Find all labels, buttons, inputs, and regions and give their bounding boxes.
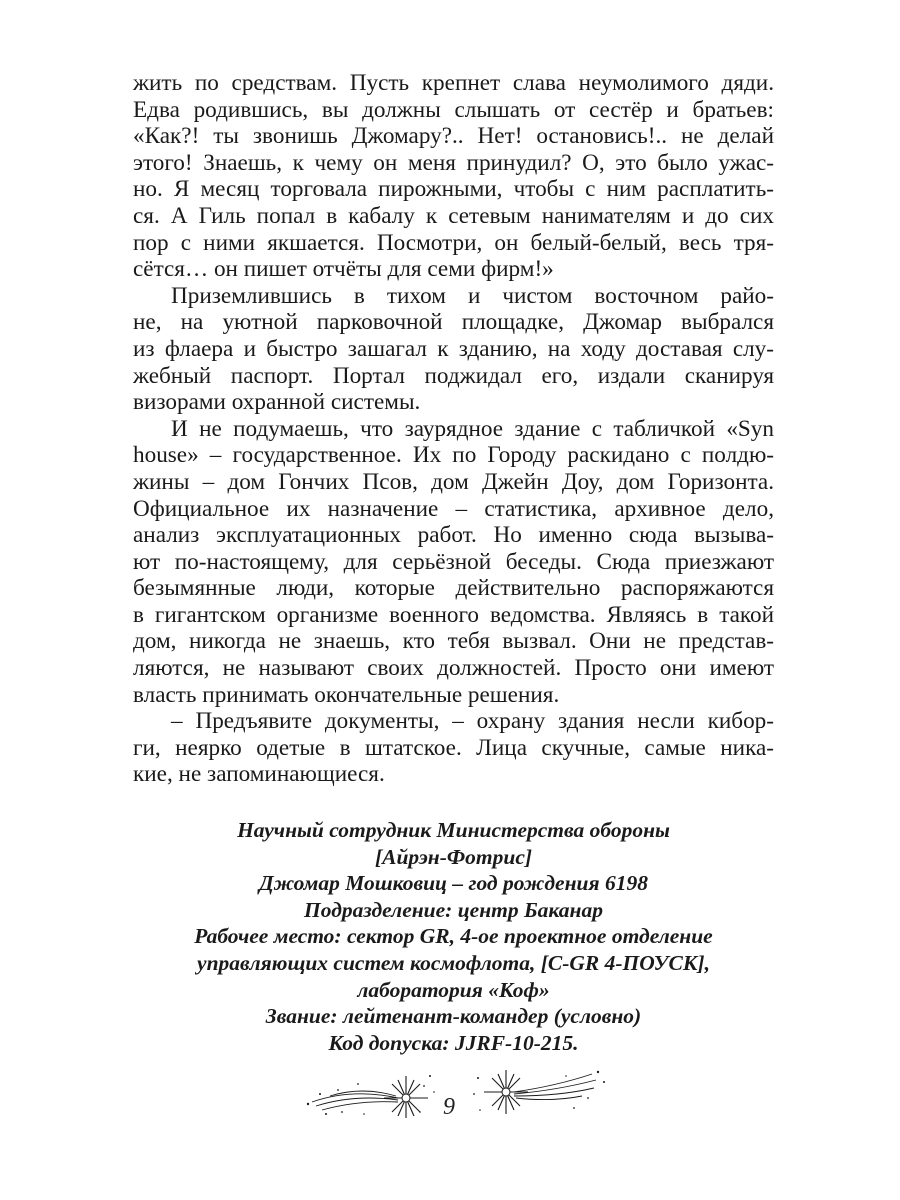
text-line: – Предъявите документы, – охрану здания несли кибор- bbox=[171, 708, 774, 735]
text-line: ги, неярко одетые в штатское. Лица скучные, самые ника- bbox=[133, 734, 774, 761]
text-line: безымянные люди, которые действительно распоряжаются bbox=[133, 575, 774, 602]
text-line: кие, не запоминающиеся. bbox=[133, 761, 385, 788]
text-line: Официальное их назначение – статистика, архивное дело, bbox=[133, 495, 774, 522]
record-line: Научный сотрудник Министерства обороны bbox=[237, 818, 670, 842]
text-line: в гигантском организме военного ведомства. Являясь в такой bbox=[133, 601, 774, 628]
text-line: «Как?! ты звонишь Джомару?.. Нет! остановись!.. не делай bbox=[133, 123, 774, 150]
text-line: жить по средствам. Пусть крепнет слава неумолимого дяди. bbox=[133, 70, 774, 96]
record-line: Рабочее место: сектор GR, 4-ое проектное отделение bbox=[194, 924, 713, 949]
record-line: [Айрэн-Фотрис] bbox=[374, 844, 533, 869]
record-line: управляющих систем космофлота, [C-GR 4-ПОУСК], bbox=[197, 950, 710, 975]
record-line: Джомар Мошковиц – год рождения 6198 bbox=[259, 871, 648, 896]
record-line: лаборатория «Коф» bbox=[357, 977, 550, 1002]
paragraph-4 bbox=[133, 708, 774, 788]
personnel-record bbox=[133, 817, 774, 1056]
shooting-star-ornament-icon bbox=[302, 1068, 442, 1118]
text-line: анализ эксплуатационных работ. Но именно сюда вызыва- bbox=[133, 522, 774, 549]
text-line: ся. А Гиль попал в кабалу к сетевым нанимателям и до сих bbox=[133, 202, 774, 229]
text-line: И не подумаешь, что заурядное здание с табличкой «Syn bbox=[171, 415, 774, 442]
paragraph-1 bbox=[133, 70, 774, 283]
text-line: жебный паспорт. Портал поджидал его, издали сканируя bbox=[133, 362, 774, 389]
page-number: 9 bbox=[443, 1094, 455, 1120]
record-line: Код допуска: JJRF-10-215. bbox=[328, 1030, 579, 1055]
record-line: Звание: лейтенант-командер (условно) bbox=[265, 1004, 642, 1029]
paragraph-2 bbox=[133, 283, 774, 416]
text-line: ют по-настоящему, для серьёзной беседы. Сюда приезжают bbox=[133, 548, 774, 575]
page-body bbox=[133, 70, 774, 788]
text-line: из флаера и быстро зашагал к зданию, на ходу доставая слу- bbox=[133, 335, 774, 362]
text-line: ляются, не называют своих должностей. Просто они имеют bbox=[133, 655, 774, 682]
text-line: пор с ними якшается. Посмотри, он белый-белый, весь тря- bbox=[133, 229, 774, 256]
text-line: Приземлившись в тихом и чистом восточном райо- bbox=[171, 282, 774, 309]
text-line: жины – дом Гончих Псов, дом Джейн Доу, дом Горизонта. bbox=[133, 468, 774, 495]
record-line: Подразделение: центр Баканар bbox=[304, 897, 603, 922]
paragraph-3 bbox=[133, 416, 774, 709]
text-line: но. Я месяц торговала пирожными, чтобы с ним расплатить- bbox=[133, 176, 774, 203]
text-line: власть принимать окончательные решения. bbox=[133, 681, 560, 708]
text-line: не, на уютной парковочной площадке, Джомар выбрался bbox=[133, 309, 774, 336]
main-text bbox=[133, 70, 774, 788]
text-line: этого! Знаешь, к чему он меня принудил? О, это было ужас- bbox=[133, 149, 774, 176]
text-line: сётся… он пишет отчёты для семи фирм!» bbox=[133, 256, 554, 283]
shooting-star-ornament-icon bbox=[470, 1068, 610, 1118]
text-line: дом, никогда не знаешь, кто тебя вызвал. Они не представ- bbox=[133, 628, 774, 655]
text-line: house» – государственное. Их по Городу раскидано с полдю- bbox=[133, 442, 774, 469]
text-line: визорами охранной системы. bbox=[133, 389, 421, 416]
text-line: Едва родившись, вы должны слышать от сестёр и братьев: bbox=[133, 96, 774, 123]
